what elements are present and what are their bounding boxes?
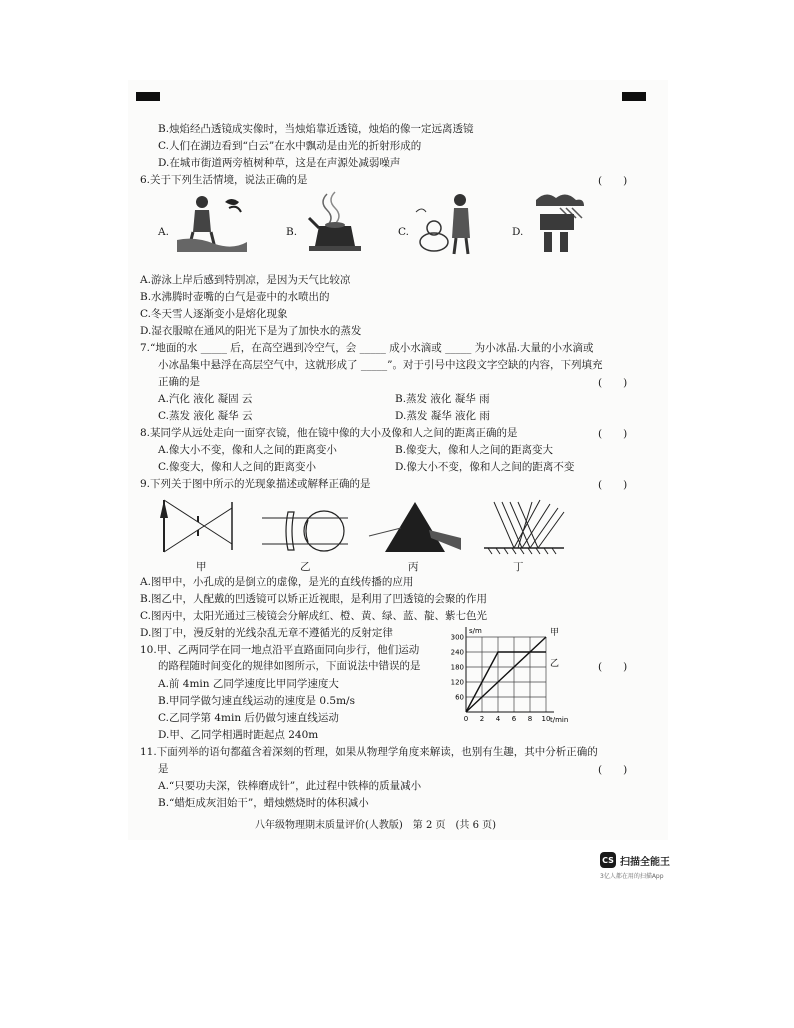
q8-stem: 8.某同学从远处走向一面穿衣镜，他在镜中像的大小及像和人之间的距离正确的是 bbox=[140, 427, 518, 439]
q8-option-b: B.像变大，像和人之间的距离变大 bbox=[395, 444, 554, 456]
q9-option-b: B.图乙中，人配戴的凹透镜可以矫正近视眼，是利用了凹透镜的会聚的作用 bbox=[140, 593, 488, 605]
q6-image-label-a: A. bbox=[158, 226, 169, 238]
boiling-kettle-illustration bbox=[305, 192, 365, 254]
y-tick-label: 180 bbox=[450, 663, 464, 672]
q7-stem-line3: 正确的是 bbox=[158, 376, 200, 388]
prism-diagram bbox=[365, 500, 465, 556]
y-tick-label: 60 bbox=[455, 693, 464, 702]
diffuse-reflection-diagram bbox=[480, 496, 570, 556]
x-tick-label: 6 bbox=[511, 715, 517, 723]
q7-stem-line1: 7.“地面的水 _____ 后，在高空遇到冷空气，会 _____ 成小水滴或 _____ 为小冰晶.大量的小水滴或 bbox=[140, 342, 594, 354]
y-axis-label: s/m bbox=[469, 627, 482, 635]
brand-name: 扫描全能王 bbox=[620, 856, 670, 868]
q11-option-a: A.“只要功夫深，铁棒磨成针”，此过程中铁棒的质量减小 bbox=[158, 780, 422, 792]
q7-option-a: A.汽化 液化 凝固 云 bbox=[158, 393, 253, 405]
st-graph bbox=[440, 627, 569, 728]
q7-option-b: B.蒸发 液化 凝华 雨 bbox=[395, 393, 490, 405]
q9-stem: 9.下列关于图中所示的光现象描述或解释正确的是 bbox=[140, 478, 371, 490]
q6-answer-paren: ( ) bbox=[598, 175, 628, 187]
q10-option-b: B.甲同学做匀速直线运动的速度是 0.5m/s bbox=[158, 695, 355, 707]
scanner-brand bbox=[600, 852, 670, 868]
q6-option-a: A.游泳上岸后感到特别凉，是因为天气比较凉 bbox=[140, 274, 351, 286]
x-axis-label: t/min bbox=[550, 716, 569, 724]
series-label: 甲 bbox=[550, 628, 560, 638]
q8-answer-paren: ( ) bbox=[598, 428, 628, 440]
q10-stem-line2: 的路程随时间变化的规律如图所示，下面说法中错误的是 bbox=[158, 660, 421, 672]
eye-lens-diagram bbox=[258, 506, 358, 556]
q9-answer-paren: ( ) bbox=[598, 479, 628, 491]
q11-stem-line1: 11.下面列举的语句都蕴含着深刻的哲理，如果从物理学角度来解读，也别有生趣，其中分析正确的 bbox=[140, 746, 598, 758]
q10-option-a: A.前 4min 乙同学速度比甲同学速度大 bbox=[158, 678, 339, 690]
q10-option-c: C.乙同学第 4min 后仍做匀速直线运动 bbox=[158, 712, 339, 724]
q6-stem: 6.关于下列生活情境，说法正确的是 bbox=[140, 174, 308, 186]
x-tick-label: 2 bbox=[479, 715, 485, 723]
q9-option-c: C.图丙中，太阳光通过三棱镜会分解成红、橙、黄、绿、蓝、靛、紫七色光 bbox=[140, 610, 487, 622]
x-tick-label: 4 bbox=[495, 715, 501, 723]
q11-answer-paren: ( ) bbox=[598, 764, 628, 776]
series-line-jia bbox=[466, 637, 546, 712]
q9-option-a: A.图甲中，小孔成的是倒立的虚像，是光的直线传播的应用 bbox=[140, 576, 414, 588]
q6-image-label-b: B. bbox=[286, 226, 298, 238]
q11-stem-line2: 是 bbox=[158, 763, 169, 775]
q5-option-c: C.人们在湖边看到“白云”在水中飘动是由光的折射形成的 bbox=[158, 140, 422, 152]
y-tick-label: 300 bbox=[450, 633, 464, 642]
q5-option-d: D.在城市街道两旁植树种草，这是在声源处减弱噪声 bbox=[158, 157, 401, 169]
x-tick-label: 10 bbox=[541, 715, 551, 723]
snowman-illustration bbox=[412, 192, 482, 258]
q8-option-a: A.像大小不变，像和人之间的距离变小 bbox=[158, 444, 337, 456]
q7-stem-line2: 小冰晶集中悬浮在高层空气中，这就形成了 _____”。对于引号中这段文字空缺的内容，下列填充 bbox=[158, 359, 603, 371]
y-tick-label: 240 bbox=[450, 648, 464, 657]
q10-stem-line1: 10.甲、乙两同学在同一地点沿平直路面同向步行，他们运动 bbox=[140, 644, 420, 656]
q6-option-c: C.冬天雪人逐渐变小是熔化现象 bbox=[140, 308, 288, 320]
q6-image-label-c: C. bbox=[398, 226, 409, 238]
y-tick-label: 120 bbox=[450, 678, 464, 687]
q6-image-label-d: D. bbox=[512, 226, 524, 238]
registration-mark-left bbox=[136, 92, 160, 101]
q7-option-c: C.蒸发 液化 凝华 云 bbox=[158, 410, 253, 422]
drying-clothes-illustration bbox=[530, 192, 590, 258]
caption-ding: 丁 bbox=[513, 561, 524, 573]
q8-option-d: D.像大小不变，像和人之间的距离不变 bbox=[395, 461, 575, 473]
page-footer: 八年级物理期末质量评价(人教版) 第 2 页 (共 6 页) bbox=[255, 820, 497, 831]
swimmer-illustration bbox=[175, 192, 255, 254]
q10-option-d: D.甲、乙同学相遇时距起点 240m bbox=[158, 729, 319, 741]
q11-option-b: B.“蜡炬成灰泪始干”，蜡烛燃烧时的体积减小 bbox=[158, 797, 369, 809]
x-tick-label: 0 bbox=[463, 715, 469, 723]
chart-series bbox=[466, 627, 559, 712]
pinhole-diagram bbox=[150, 496, 250, 556]
x-tick-label: 8 bbox=[527, 715, 533, 723]
cs-logo-icon: CS bbox=[600, 852, 616, 868]
q7-answer-paren: ( ) bbox=[598, 377, 628, 389]
caption-jia: 甲 bbox=[196, 561, 207, 573]
series-label: 乙 bbox=[550, 659, 560, 669]
q6-option-b: B.水沸腾时壶嘴的白气是壶中的水喷出的 bbox=[140, 291, 330, 303]
q6-option-d: D.湿衣服晾在通风的阳光下是为了加快水的蒸发 bbox=[140, 325, 362, 337]
q7-option-d: D.蒸发 凝华 液化 雨 bbox=[395, 410, 490, 422]
q5-option-b: B.烛焰经凸透镜成实像时，当烛焰靠近透镜，烛焰的像一定远离透镜 bbox=[158, 123, 474, 135]
brand-tagline: 3亿人都在用的扫描App bbox=[600, 873, 664, 880]
q8-option-c: C.像变大，像和人之间的距离变小 bbox=[158, 461, 316, 473]
caption-yi: 乙 bbox=[300, 561, 311, 573]
q9-option-d: D.图丁中，漫反射的光线杂乱无章不遵循光的反射定律 bbox=[140, 627, 393, 639]
caption-bing: 丙 bbox=[408, 561, 419, 573]
q10-answer-paren: ( ) bbox=[598, 661, 628, 673]
registration-mark-right bbox=[622, 92, 646, 101]
